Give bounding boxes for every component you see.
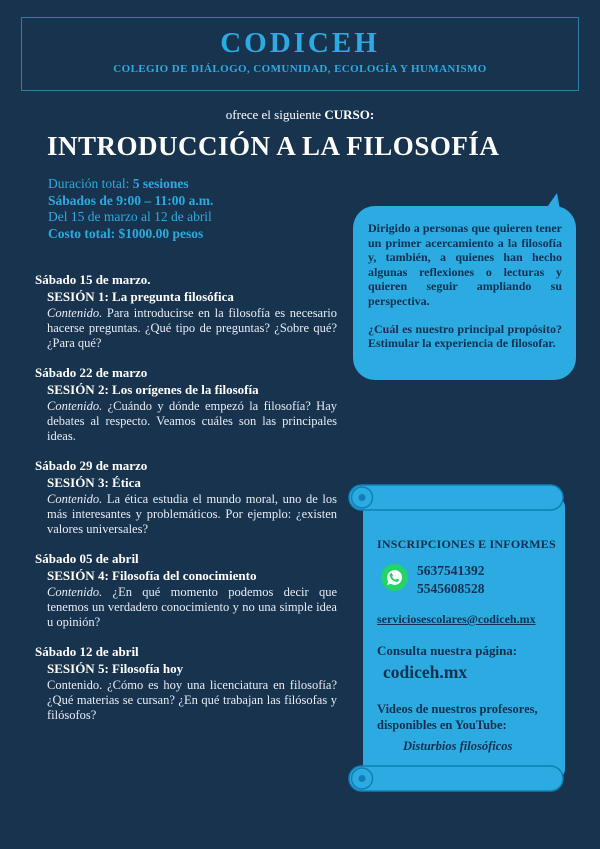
phone-row — [381, 562, 557, 598]
session-title: SESIÓN 5: Filosofía hoy — [47, 661, 184, 676]
offer-line — [0, 107, 600, 123]
session-1 — [35, 272, 337, 351]
offer-prefix: ofrece el siguiente — [225, 107, 325, 122]
phone-number-1[interactable]: 5637541392 — [417, 563, 485, 578]
session-content: Contenido. ¿Cuándo y dónde empezó la filosofía? Hay debates al respecto. Veamos cuáles son las principales ideas. — [47, 399, 337, 443]
course-details — [48, 176, 213, 242]
session-4 — [35, 551, 337, 630]
session-content: Contenido. La ética estudia el mundo moral, uno de los más interesantes y problemáticos. Por ejemplo: ¿existen valores universales? — [47, 492, 337, 536]
session-title: SESIÓN 1: La pregunta filosófica — [47, 289, 234, 304]
session-content: Contenido. ¿En qué momento podemos decir que tenemos un verdadero conocimiento y no una simple idea u opinión? — [47, 585, 337, 629]
brand-title: CODICEH — [220, 27, 380, 59]
website-label: Consulta nuestra página: — [377, 643, 518, 658]
contact-heading: INSCRIPCIONES E INFORMES — [377, 537, 556, 551]
course-title: INTRODUCCIÓN A LA FILOSOFÍA — [47, 131, 500, 161]
contact-scroll — [347, 483, 579, 793]
session-date: Sábado 12 de abril — [35, 644, 139, 659]
brand-subtitle: COLEGIO DE DIÁLOGO, COMUNIDAD, ECOLOGÍA Y HUMANISMO — [113, 63, 487, 75]
contact-email-link[interactable]: serviciosescolares@codiceh.mx — [377, 612, 536, 626]
detail-duration: Duración total: 5 sesiones — [48, 176, 189, 191]
youtube-channel-link[interactable]: Disturbios filosóficos — [403, 739, 513, 753]
session-3 — [35, 458, 337, 537]
sessions-list — [35, 272, 337, 737]
session-date: Sábado 05 de abril — [35, 551, 139, 566]
session-title: SESIÓN 4: Filosofía del conocimiento — [47, 568, 257, 583]
session-2 — [35, 365, 337, 444]
offer-course-word: CURSO: — [324, 107, 375, 122]
phone-number-2[interactable]: 5545608528 — [417, 581, 485, 596]
session-5 — [35, 644, 337, 723]
session-content: Contenido. ¿Cómo es hoy una licenciatura en filosofía? ¿Qué materias se cursan? ¿En qué trabajan las filósofas y filósofos? — [47, 678, 337, 722]
session-content: Contenido. Para introducirse en la filosofía es necesario hacerse preguntas. ¿Qué tipo de preguntas? ¿Sobre qué? ¿Para qué? — [47, 306, 337, 350]
whatsapp-icon[interactable] — [381, 564, 408, 596]
phone-numbers — [417, 562, 485, 598]
audience-bubble — [353, 206, 576, 380]
contact-content — [377, 537, 557, 754]
youtube-label: Videos de nuestros profesores, disponibles en YouTube: — [377, 702, 538, 732]
session-title: SESIÓN 2: Los orígenes de la filosofía — [47, 382, 259, 397]
session-date: Sábado 15 de marzo. — [35, 272, 151, 287]
session-date: Sábado 22 de marzo — [35, 365, 148, 380]
detail-dates: Del 15 de marzo al 12 de abril — [48, 209, 212, 224]
detail-schedule: Sábados de 9:00 – 11:00 a.m. — [48, 192, 214, 208]
session-title: SESIÓN 3: Ética — [47, 475, 141, 490]
audience-paragraph-1: Dirigido a personas que quieren tener un primer acercamiento a la filosofía y, también, a quienes han hecho algunas reflexiones o lecturas y quieren seguir ampliando su perspectiva. — [368, 221, 562, 308]
header-box — [21, 17, 579, 91]
audience-paragraph-2: ¿Cuál es nuestro principal propósito? Estimular la experiencia de filosofar. — [368, 321, 562, 351]
session-date: Sábado 29 de marzo — [35, 458, 148, 473]
website-link[interactable]: codiceh.mx — [383, 662, 468, 682]
detail-cost: Costo total: $1000.00 pesos — [48, 225, 204, 241]
